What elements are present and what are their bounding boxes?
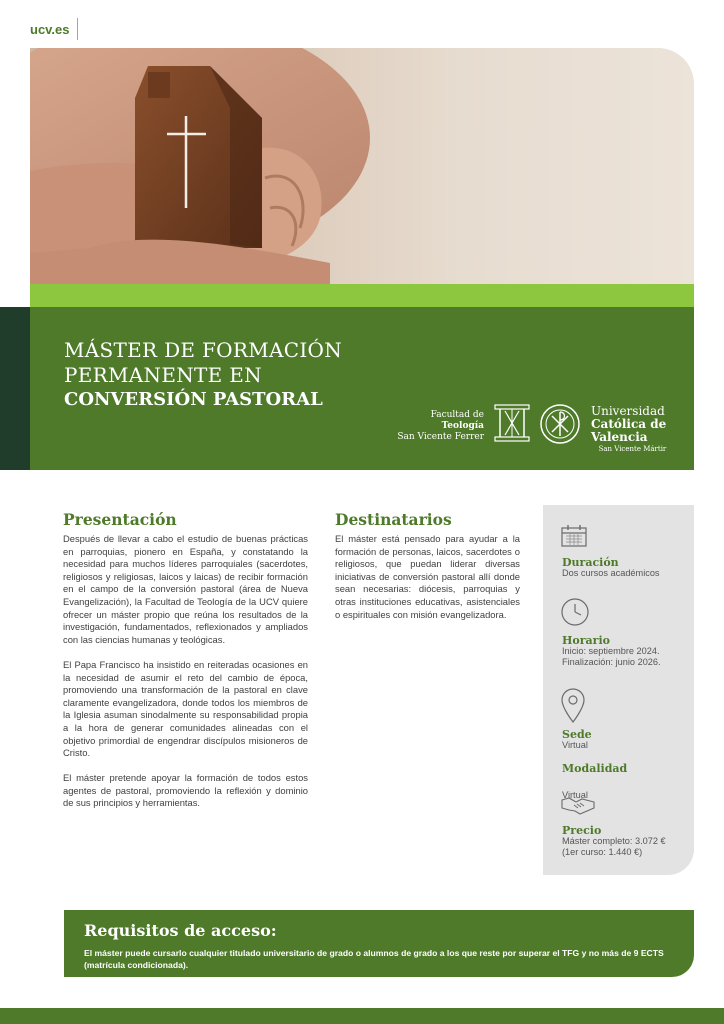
sede-label: Sede [562,728,592,741]
modalidad-value: Virtual [562,790,588,800]
calendar-icon [560,524,588,548]
banner-edge-tab [0,307,30,470]
modalidad-label: Modalidad [562,762,628,775]
location-pin-icon [560,688,586,724]
hero-image [30,48,694,284]
precio-first-year: (1er curso: 1.440 €) [562,847,643,857]
horario-end: Finalización: junio 2026. [562,657,661,667]
faculty-line-2: Teología [441,421,484,431]
university-line-4: San Vicente Mártir [598,445,667,453]
horario-label: Horario [562,634,610,647]
footer-bar [0,1008,724,1024]
site-url[interactable]: ucv.es [30,22,70,37]
destinatarios-paragraph: El máster está pensado para ayudar a la formación de personas, laicos, sacerdotes o religiosos, que puedan liderar diversas iniciativas de conversión pastoral allí donde sean necesarias: diócesis, parroquias y otras instituciones educativas, asistenciales o espirituales con misión evangelizadora. [335,533,520,620]
horario-start: Inicio: septiembre 2024. [562,646,660,656]
university-line-1: Universidad [591,404,665,418]
presentacion-paragraph-3: El máster pretende apoyar la formación de todos estos agentes de pastoral, promoviendo la reflexión y dominio de sus principios y herramientas. [63,772,308,809]
hands-house-illustration [30,48,694,284]
presentacion-body [63,533,308,823]
header-divider [77,18,78,40]
university-line-2: Católica de [591,417,667,431]
duracion-label: Duración [562,556,619,569]
handshake-icon [560,794,596,816]
precio-label: Precio [562,824,602,837]
title-line-2: PERMANENTE EN [64,363,262,387]
accent-bar [30,284,694,307]
precio-full: Máster completo: 3.072 € [562,836,666,846]
university-line-3: Valencia [591,430,648,444]
university-name [591,404,666,454]
title-line-3: CONVERSIÓN PASTORAL [64,389,323,410]
requisitos-text: El máster puede cursarlo cualquier titulado universitario de grado o alumnos de grado a los que reste por superar el TFG y no más de 9 ECTS (matrícula condicionada). [84,948,664,970]
ucv-seal-icon [539,403,581,445]
requisitos-heading: Requisitos de acceso: [84,921,277,940]
info-sidebar [543,505,694,875]
destinatarios-heading: Destinatarios [335,510,452,529]
faculty-line-1: Facultad de [430,410,484,420]
sede-value: Virtual [562,740,588,750]
destinatarios-body [335,533,520,634]
faculty-name [397,410,484,443]
faculty-line-3: San Vicente Ferrer [397,432,484,442]
clock-icon [560,597,590,627]
presentacion-paragraph-1: Después de llevar a cabo el estudio de buenas prácticas en parroquias, pionero en España, y constatando la necesidad para muchos líderes parroquiales (sacerdotes, religiosos y religiosas, laicos y laicas) de recibir formación en el campo de la conversión pastoral (área de Nueva Evangelización), la Facultad de Teología de la UCV quiere ofrecer un máster propio que reúna los resultados de la investigación, fundamentados, reflexionados y ampliados con las ciencias humanas y teológicas. [63,533,308,645]
title-line-1: MÁSTER DE FORMACIÓN [64,338,343,362]
presentacion-paragraph-2: El Papa Francisco ha insistido en reiteradas ocasiones en la necesidad de asumir el reto del cambio de época, promoviendo una transformación de la pastoral en clave claramente evangelizadora, donde todos los miembros de la Iglesia asuman sinodalmente su responsabilidad propia a la hora de generar comunidades alineadas con el objetivo primordial de engendrar discípulos misioneros de Cristo. [63,658,308,759]
faculty-logo-icon [493,403,531,443]
requisitos-box [64,910,694,977]
presentacion-heading: Presentación [63,510,177,529]
duracion-value: Dos cursos académicos [562,568,660,578]
title-banner [30,307,694,470]
